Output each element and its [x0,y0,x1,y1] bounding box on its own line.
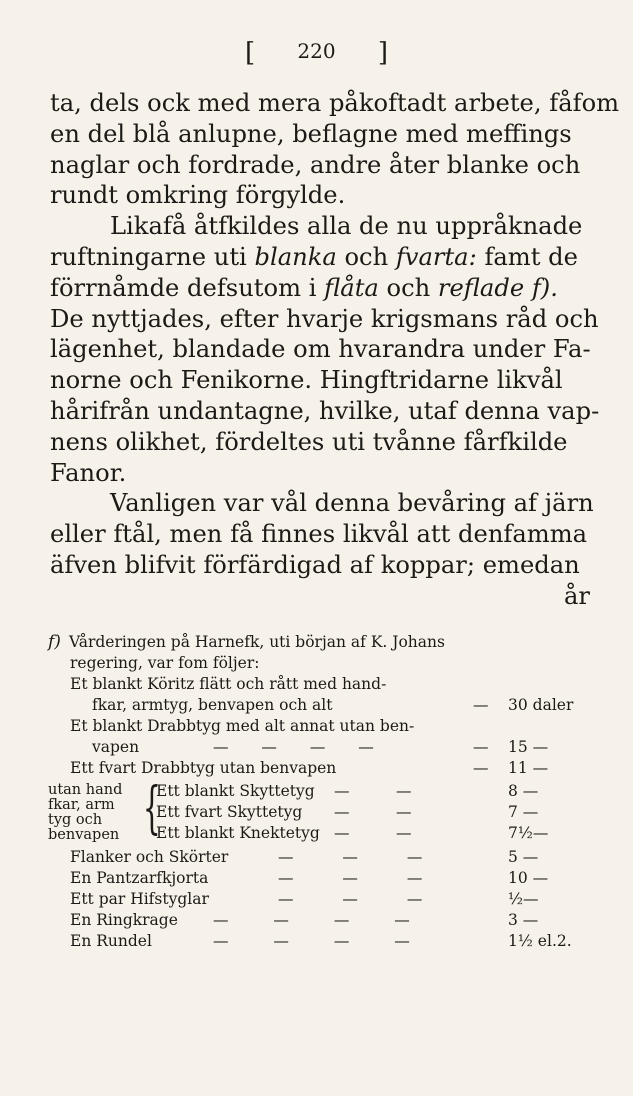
text-line [50,242,590,273]
main-text [50,88,620,612]
text-line: äfven blifvit förfärdigad af koppar; emedan [50,550,580,579]
footnote-intro-cont: regering, var fom följer: [70,654,260,672]
price-dashes: — — — [278,848,424,866]
price-item: Et blankt Drabbtyg med alt annat utan ben- [70,717,415,735]
price-row [156,823,549,844]
text-line: en del blå anlupne, beflagne med meffings [50,119,572,148]
price-row [156,802,539,823]
price-item: En Rundel [70,932,152,950]
italic-fvarta: fvarta: [395,242,477,271]
price-dash: — [396,803,412,821]
text-line: norne och Fenikorne. Hingftridarne likvål [50,366,563,395]
price-dash: — [473,738,489,756]
price-dashes: — — — [278,869,424,887]
price-value: 1½ el.2. [508,932,572,950]
price-item: En Ringkrage [70,911,178,929]
price-value: 30 daler [508,696,574,714]
page-header [0,38,633,78]
price-item: Flanker och Skörter [70,848,229,866]
price-row [48,847,593,868]
catchword: år [564,581,590,610]
footnote-intro [48,632,593,653]
bracket-left: [ [244,38,256,68]
text-fragment: och [378,273,438,302]
price-dashes: — — — — [213,932,411,950]
text-line: Vanligen var vål denna bevåring af järn [110,489,594,518]
text-fragment: famt de [476,242,578,271]
price-value: 8 — [508,782,539,800]
price-item: Et blankt Köritz flätt och rått med hand- [70,675,387,693]
text-fragment: ruftningarne uti [50,242,255,271]
price-value: 11 — [508,759,549,777]
price-dash: — [473,759,489,777]
price-dash: — [473,696,489,714]
price-value: 5 — [508,848,539,866]
text-line: ta, dels ock med mera påkoftadt arbete, fåfom [50,89,620,117]
price-dash: — [396,824,412,842]
price-value: 10 — [508,869,549,887]
price-dashes: — — — — [213,911,411,929]
italic-blanka: blanka [254,242,337,271]
price-value: 7½— [508,824,549,842]
price-item: Ett blankt Skyttetyg [156,782,315,800]
text-line: nens olikhet, fördeltes uti tvånne fårfkilde [50,427,568,456]
price-row [48,889,593,910]
price-row [48,695,593,716]
price-row [48,931,593,952]
text-line: De nyttjades, efter hvarje krigsmans råd och [50,304,599,333]
price-dash: — [396,782,412,800]
text-fragment: förrnåmde defsutom i [50,273,325,302]
price-dash: — [334,824,350,842]
italic-flata: flåta [324,273,379,302]
price-value: 7 — [508,803,539,821]
price-item: Ett fvart Drabbtyg utan benvapen [70,759,337,777]
price-item: Ett blankt Knektetyg [156,824,320,842]
price-item: Ett fvart Skyttetyg [156,803,303,821]
italic-reflade: reflade f). [437,273,558,302]
bracket-right: ] [377,38,389,68]
footnote-intro-text: Vårderingen på Harnefk, uti början af K. Johans [68,633,445,651]
price-value: 15 — [508,738,549,756]
price-dashes: — — — [278,890,424,908]
text-line: hårifrån undantagne, hvilke, utaf denna vap- [50,396,600,425]
text-line [50,273,590,304]
price-row [156,781,539,802]
price-item-cont: vapen [92,738,140,756]
footnote [48,632,593,952]
text-fragment: och [336,242,396,271]
text-line: Likafå åtfkildes alla de nu uppråknade [110,212,583,241]
text-line: eller ftål, men få finnes likvål att denfamma [50,520,588,549]
group-label: utan hand fkar, arm tyg och benvapen [48,782,123,843]
price-row [48,758,593,779]
price-dash: — [334,782,350,800]
page-number: 220 [297,39,336,63]
brace-symbol: { [142,776,161,841]
price-group [48,776,593,847]
price-item: En Pantzarfkjorta [70,869,209,887]
price-row [48,737,593,758]
text-line: Fanor. [50,458,127,487]
footnote-mark: f) [48,632,61,652]
price-dashes: — — — — [213,738,375,756]
price-item-cont: fkar, armtyg, benvapen och alt [92,696,333,714]
text-line: naglar och fordrade, andre åter blanke och [50,150,581,179]
text-line: lägenhet, blandade om hvarandra under Fa- [50,335,591,364]
price-row [48,868,593,889]
price-dash: — [334,803,350,821]
price-item: Ett par Hifstyglar [70,890,209,908]
price-value: ½— [508,890,539,908]
text-line: rundt omkring förgylde. [50,181,346,210]
price-row [48,910,593,931]
price-value: 3 — [508,911,539,929]
